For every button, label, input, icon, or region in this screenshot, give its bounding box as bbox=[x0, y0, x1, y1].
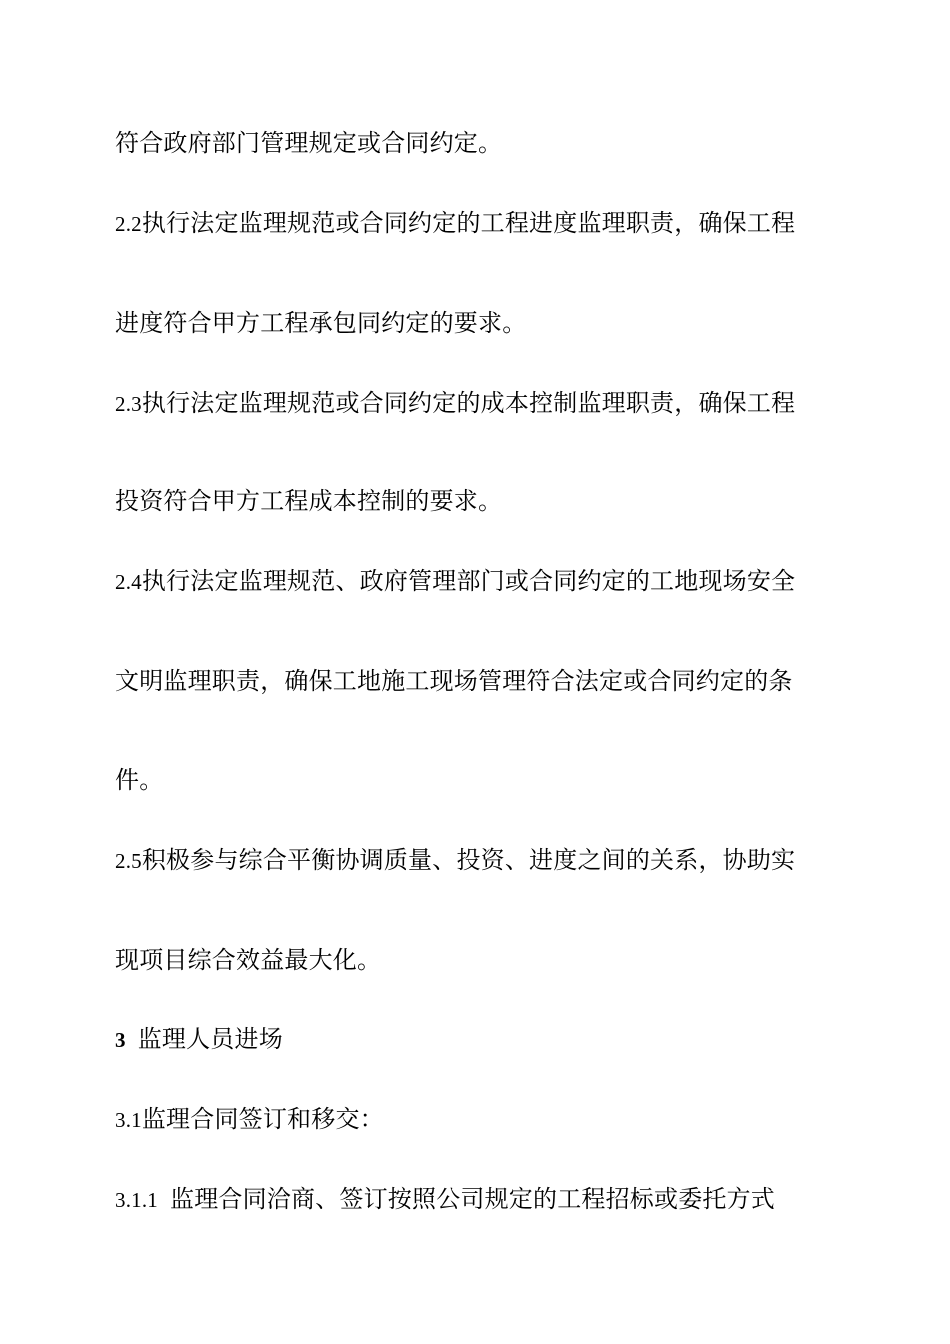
paragraph-text: 进度符合甲方工程承包同约定的要求。 bbox=[115, 309, 527, 337]
paragraph-text: 执行法定监理规范或合同约定的工程进度监理职责，确保工程 bbox=[141, 209, 796, 237]
text-line bbox=[115, 308, 855, 338]
text-line bbox=[115, 666, 855, 696]
numbered-item-line bbox=[115, 1104, 855, 1135]
paragraph-text: 现项目综合效益最大化。 bbox=[115, 946, 382, 974]
text-line bbox=[115, 945, 855, 975]
paragraph-text: 执行法定监理规范、政府管理部门或合同约定的工地现场安全 bbox=[141, 567, 796, 595]
paragraph-text: 积极参与综合平衡协调质量、投资、进度之间的关系，协助实 bbox=[141, 846, 796, 874]
section-heading: 监理人员进场 bbox=[137, 1025, 283, 1053]
paragraph-text: 符合政府部门管理规定或合同约定。 bbox=[115, 129, 503, 157]
numbered-item-line bbox=[115, 208, 855, 239]
item-number: 2.2 bbox=[115, 212, 142, 236]
item-number: 2.4 bbox=[115, 570, 142, 594]
section-heading-line bbox=[115, 1024, 855, 1055]
numbered-item-line bbox=[115, 845, 855, 876]
item-number: 2.3 bbox=[115, 392, 142, 416]
section-number: 3 bbox=[115, 1028, 126, 1052]
numbered-item-line bbox=[115, 566, 855, 597]
item-number: 2.5 bbox=[115, 849, 142, 873]
item-number: 3.1 bbox=[115, 1108, 142, 1132]
text-line bbox=[115, 765, 855, 795]
paragraph-text: 监理合同洽商、签订按照公司规定的工程招标或委托方式 bbox=[170, 1185, 775, 1213]
text-line bbox=[115, 128, 855, 158]
numbered-item-line bbox=[115, 1184, 855, 1215]
paragraph-text: 件。 bbox=[115, 766, 164, 794]
paragraph-text: 文明监理职责，确保工地施工现场管理符合法定或合同约定的条 bbox=[115, 667, 793, 695]
paragraph-text: 执行法定监理规范或合同约定的成本控制监理职责，确保工程 bbox=[141, 389, 796, 417]
text-line bbox=[115, 486, 855, 516]
numbered-item-line bbox=[115, 388, 855, 419]
paragraph-text: 监理合同签订和移交： bbox=[141, 1105, 384, 1133]
item-number: 3.1.1 bbox=[115, 1188, 158, 1212]
paragraph-text: 投资符合甲方工程成本控制的要求。 bbox=[115, 487, 503, 515]
